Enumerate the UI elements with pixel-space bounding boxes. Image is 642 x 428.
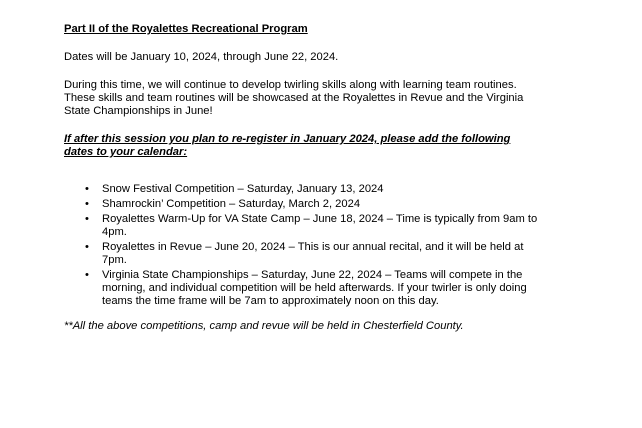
event-item [64, 241, 584, 267]
event-item [64, 213, 584, 239]
bullet-icon: • [85, 269, 89, 281]
intro-line: During this time, we will continue to develop twirling skills along with learning team routines. [64, 79, 517, 91]
event-line: Snow Festival Competition – Saturday, January 13, 2024 [102, 183, 384, 195]
program-dates: Dates will be January 10, 2024, through June 22, 2024. [64, 51, 339, 63]
event-item [64, 183, 584, 196]
bullet-icon: • [85, 241, 89, 253]
event-line: 7pm. [102, 254, 127, 266]
intro-paragraph [64, 79, 584, 118]
footnote: **All the above competitions, camp and revue will be held in Chesterfield County. [64, 320, 464, 332]
bullet-icon: • [85, 198, 89, 210]
event-line: Royalettes Warm-Up for VA State Camp – June 18, 2024 – Time is typically from 9am to [102, 213, 538, 225]
event-line: Virginia State Championships – Saturday, June 22, 2024 – Teams will compete in the [102, 269, 523, 281]
callout-line: If after this session you plan to re-register in January 2024, please add the following [64, 133, 511, 145]
bullet-icon: • [85, 183, 89, 195]
bullet-icon: • [85, 213, 89, 225]
event-line: Shamrockin’ Competition – Saturday, March 2, 2024 [102, 198, 361, 210]
event-list [64, 183, 584, 310]
event-item [64, 198, 584, 211]
section-heading: Part II of the Royalettes Recreational Program [64, 23, 308, 35]
event-line: teams the time frame will be 7am to approximately noon on this day. [102, 295, 439, 307]
intro-line: These skills and team routines will be showcased at the Royalettes in Revue and the Virginia [64, 92, 524, 104]
calendar-callout [64, 133, 564, 159]
event-line: morning, and individual competition will be held afterwards. If your twirler is only doing [102, 282, 527, 294]
event-item [64, 269, 584, 308]
event-line: Royalettes in Revue – June 20, 2024 – This is our annual recital, and it will be held at [102, 241, 524, 253]
callout-line: dates to your calendar: [64, 146, 188, 158]
intro-line: State Championships in June! [64, 105, 213, 117]
event-line: 4pm. [102, 226, 127, 238]
